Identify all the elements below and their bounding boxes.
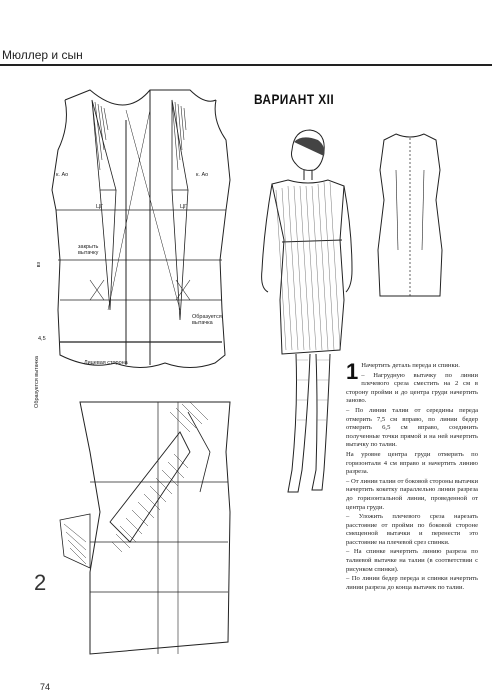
magazine-section-title: Мюллер и сын (2, 48, 83, 62)
label-front-side: Лицевая сторона (84, 360, 128, 366)
instruction-paragraph: – Нагрудную вытачку по линии плечевого среза сместить на 2 см в сторону пройми и до центра груди начертить заново. (346, 371, 478, 405)
header-rule (0, 64, 492, 66)
label-formed-dart-left: Образуется вытачка (34, 356, 40, 408)
label-side: вз (36, 262, 42, 268)
dress-back-drawing (370, 130, 450, 300)
instruction-paragraph: – По линии бедер переда и спинки начертить линии разреза до конца вытачек по талии. (346, 575, 478, 591)
label-size-mark: 4,5 (38, 336, 46, 342)
label-bust-left: ЦГ (96, 204, 104, 210)
label-bust-right: ЦГ (180, 204, 188, 210)
step-1-number: 1 (346, 359, 359, 384)
instructions-column (346, 359, 478, 593)
label-shelf-back: к. Ао (56, 172, 69, 178)
instruction-paragraph: – Уложить плечевого среза нарезать расстояние от пройми по боковой стороне смещенной вытачки и перенести это расстояние на плечевой срез спинки. (346, 513, 478, 546)
pattern-draft-1-drawing (30, 80, 240, 390)
pattern-draft-2-drawing (50, 392, 240, 662)
label-close-dart: закрыть вытачку (78, 244, 99, 256)
instruction-paragraph: – От линии талии от боковой стороны вытачки начертить кокетку параллельно линии разреза до горизонтальной линии, проведенной от центра груди. (346, 477, 478, 511)
instruction-paragraph: Начертить деталь переда и спинки. (361, 362, 460, 369)
dress-back-view (370, 130, 450, 300)
instruction-paragraph: – На спинке начертить линию разреза по талиевой вытачке на талии (в соответствии с рисунком спинки). (346, 548, 478, 573)
instruction-paragraph: – По линии талии от середины переда отмерить 7,5 см вправо, по линии бедер отмерить 6,5 см вправо, соединить полученные точки прямой и на ней начертить вытачку по талии. (346, 406, 478, 449)
step-2-number: 2 (34, 570, 47, 595)
page-number: 74 (40, 682, 51, 692)
variant-title: ВАРИАНТ XII (254, 91, 335, 107)
pattern-draft-modelled (50, 392, 240, 662)
label-shelf-front: к. Ао (196, 172, 209, 178)
pattern-draft-front-back (30, 80, 240, 390)
label-formed-dart-right: Образуется вытачка (192, 314, 222, 326)
instruction-paragraph: На уровне центра груди отмерить по горизонтали 4 см вправо и начертить линию разреза. (346, 450, 478, 476)
